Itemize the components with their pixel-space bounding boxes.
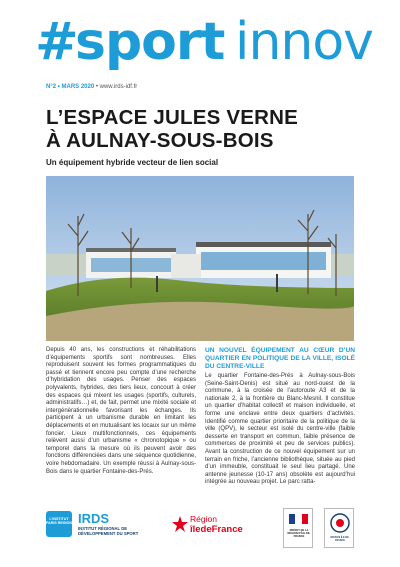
prefet-logo	[283, 508, 313, 548]
issue-site: • www.irds-idf.fr	[95, 84, 138, 90]
drjscs-logo	[324, 508, 354, 548]
building-photo	[46, 176, 354, 341]
section-heading: UN NOUVEL ÉQUIPEMENT AU CŒUR D’UN QUARTIER EN POLITIQUE DE LA VILLE, ISOLÉ DU CENTRE-VILLE	[205, 347, 355, 370]
region-idf-word: îledeFrance	[190, 524, 243, 535]
masthead-innov: innov	[235, 12, 373, 72]
irds-wordmark: IRDS	[78, 511, 110, 526]
marianne-icon	[285, 512, 313, 526]
irds-logo	[78, 512, 168, 536]
body-column-left: Depuis 40 ans, les constructions et réhabilitations d’équipements sportifs sont nombreuses. Elles reproduisent souvent les formes programmatiques du passé et tiennent encore peu compte d’une recherche d’hybridation des usages. Penser des espaces polyvalents, hybrides, des tiers lieux, concourt à créer des espaces qui mixent les usages (sportifs, culturels, administratifs…) et, de fait, permet une mixité sociale et intergénérationnelle favorisant les échanges. Ils participent à un urbanisme durable en limitant les déplacements et en mutualisant les locaux sur un même foncier. Lieux multifonctionnels, ces équipements relèvent aussi d’un urbanisme « chronotopique » ou temporel dans la mesure où ils peuvent avoir des fonctions différenciées dans une séquence quotidienne, voire hebdomadaire. Un exemple réussi à Aulnay-sous-Bois dans le quartier Fontaine-des-Prés.	[46, 347, 196, 475]
irds-subtitle-2: DÉVELOPPEMENT DU SPORT	[78, 531, 139, 536]
drjscs-text: DRJSCS ÎLE-DE-FRANCE	[330, 536, 350, 542]
building-photo-illustration	[46, 176, 354, 341]
page-title	[46, 106, 366, 152]
page-subtitle: Un équipement hybride vecteur de lien social	[46, 158, 219, 167]
issue-line	[46, 84, 137, 90]
masthead-hash: #	[35, 12, 78, 72]
title-line-1: L’ESPACE JULES VERNE	[46, 106, 298, 129]
institut-paris-region-logo: L’INSTITUT PARIS REGION	[46, 511, 72, 537]
masthead-sport: sport	[75, 12, 225, 72]
title-line-2: À AULNAY-SOUS-BOIS	[46, 129, 274, 152]
region-star-icon	[172, 516, 188, 532]
issue-number: N°2 • MARS 2020	[46, 84, 95, 90]
region-idf-logo	[170, 512, 270, 540]
masthead-logo	[35, 12, 380, 72]
irds-subtitle-1: INSTITUT RÉGIONAL DE	[78, 526, 128, 531]
prefet-text: PRÉFET DE LA RÉGION D’ÎLE-DE-FRANCE	[287, 529, 311, 538]
region-word: Région	[190, 514, 217, 524]
body-column-right	[205, 347, 355, 487]
partner-logos	[0, 500, 400, 567]
section-text: Le quartier Fontaine-des-Prés à Aulnay-sous-Bois (Seine-Saint-Denis) est situé au nord-ouest de la commune, à la croisée de l’autoroute A3 et de la nationale 2, à la frontière du Blanc-Mesnil. Il constitue un quartier d’habitat collectif et maison individuelle, et forme une enclave entre deux quartiers d’activités. Identifié comme quartier prioritaire de la politique de la ville (QPV), le secteur est isolé du centre-ville (faible desserte en transport en commun, faible présence de commerces de proximité et peu de services publics). Avant la construction de ce nouvel équipement sur un terrain en friche, l’ancienne bibliothèque, située au pied d’un immeuble, constituait le seul lieu partagé. Une antenne jeunesse (10-17 ans) obsolète est aujourd’hui intégrée au nouveau projet. Le parc ratta-	[205, 373, 355, 486]
drjscs-emblem-icon	[326, 511, 354, 535]
